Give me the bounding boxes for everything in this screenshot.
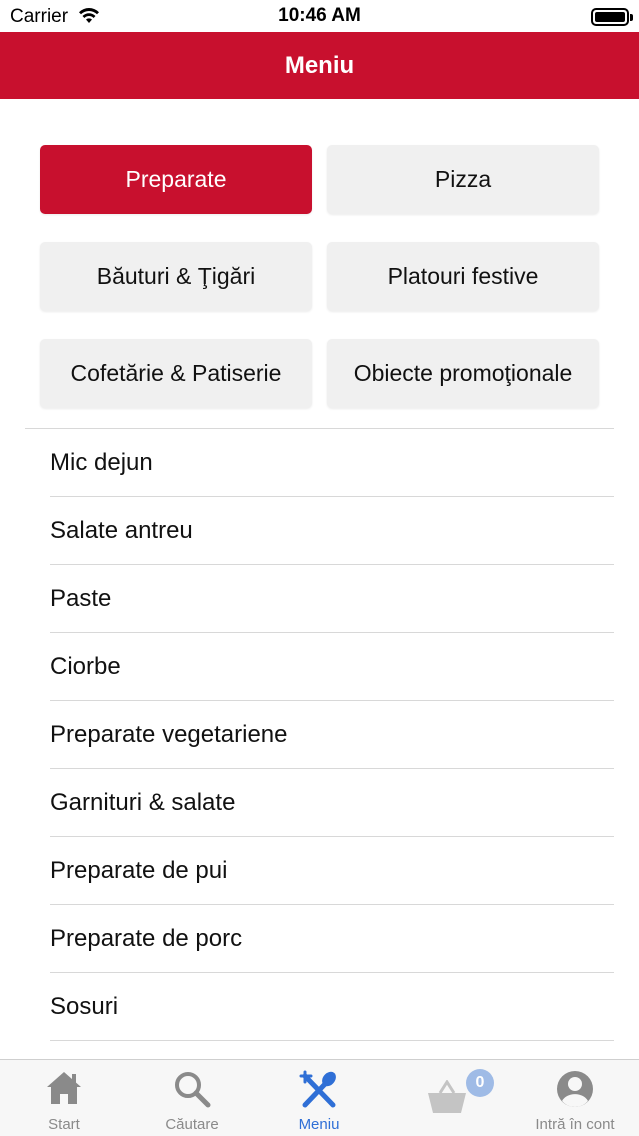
tab-start-label: Start (48, 1116, 80, 1133)
category-platouri-button[interactable]: Platouri festive (327, 242, 599, 311)
tab-account[interactable] (511, 1060, 639, 1136)
tab-search-label: Căutare (165, 1116, 219, 1133)
clock: 10:46 AM (278, 5, 361, 26)
category-cofetarie-button[interactable]: Cofetărie & Patiserie (40, 339, 312, 408)
battery-icon (591, 8, 629, 26)
search-icon (173, 1070, 211, 1108)
category-pizza-button[interactable]: Pizza (327, 145, 599, 214)
list-item[interactable]: Preparate vegetariene (50, 701, 614, 769)
list-item[interactable]: Paste (50, 565, 614, 633)
home-icon (45, 1070, 83, 1106)
tab-start[interactable] (0, 1060, 128, 1136)
tab-search[interactable] (128, 1060, 256, 1136)
list-item[interactable]: Preparate de pui (50, 837, 614, 905)
status-bar (0, 0, 639, 32)
carrier-label: Carrier (10, 6, 69, 27)
category-preparate-button[interactable]: Preparate (40, 145, 312, 214)
list-item[interactable]: Preparate de porc (50, 905, 614, 973)
category-bauturi-button[interactable]: Băuturi & Ţigări (40, 242, 312, 311)
tab-account-label: Intră în cont (535, 1116, 615, 1133)
tab-bar (0, 1059, 639, 1136)
cart-count-badge: 0 (466, 1069, 494, 1097)
header-bar (0, 32, 639, 99)
tab-menu-label: Meniu (298, 1116, 340, 1133)
list-item[interactable]: Ciorbe (50, 633, 614, 701)
category-obiecte-button[interactable]: Obiecte promoţionale (327, 339, 599, 408)
tab-menu[interactable] (255, 1060, 383, 1136)
tab-cart[interactable] (383, 1060, 511, 1136)
list-item[interactable]: Salate antreu (50, 497, 614, 565)
list-item[interactable]: Sosuri (50, 973, 614, 1041)
utensils-icon (299, 1070, 339, 1108)
cart-basket-icon (426, 1080, 468, 1114)
page-title: Meniu (284, 51, 355, 79)
subcategory-list (50, 429, 614, 1041)
list-item[interactable]: Garnituri & salate (50, 769, 614, 837)
account-icon (556, 1070, 594, 1108)
list-item[interactable]: Mic dejun (50, 429, 614, 497)
